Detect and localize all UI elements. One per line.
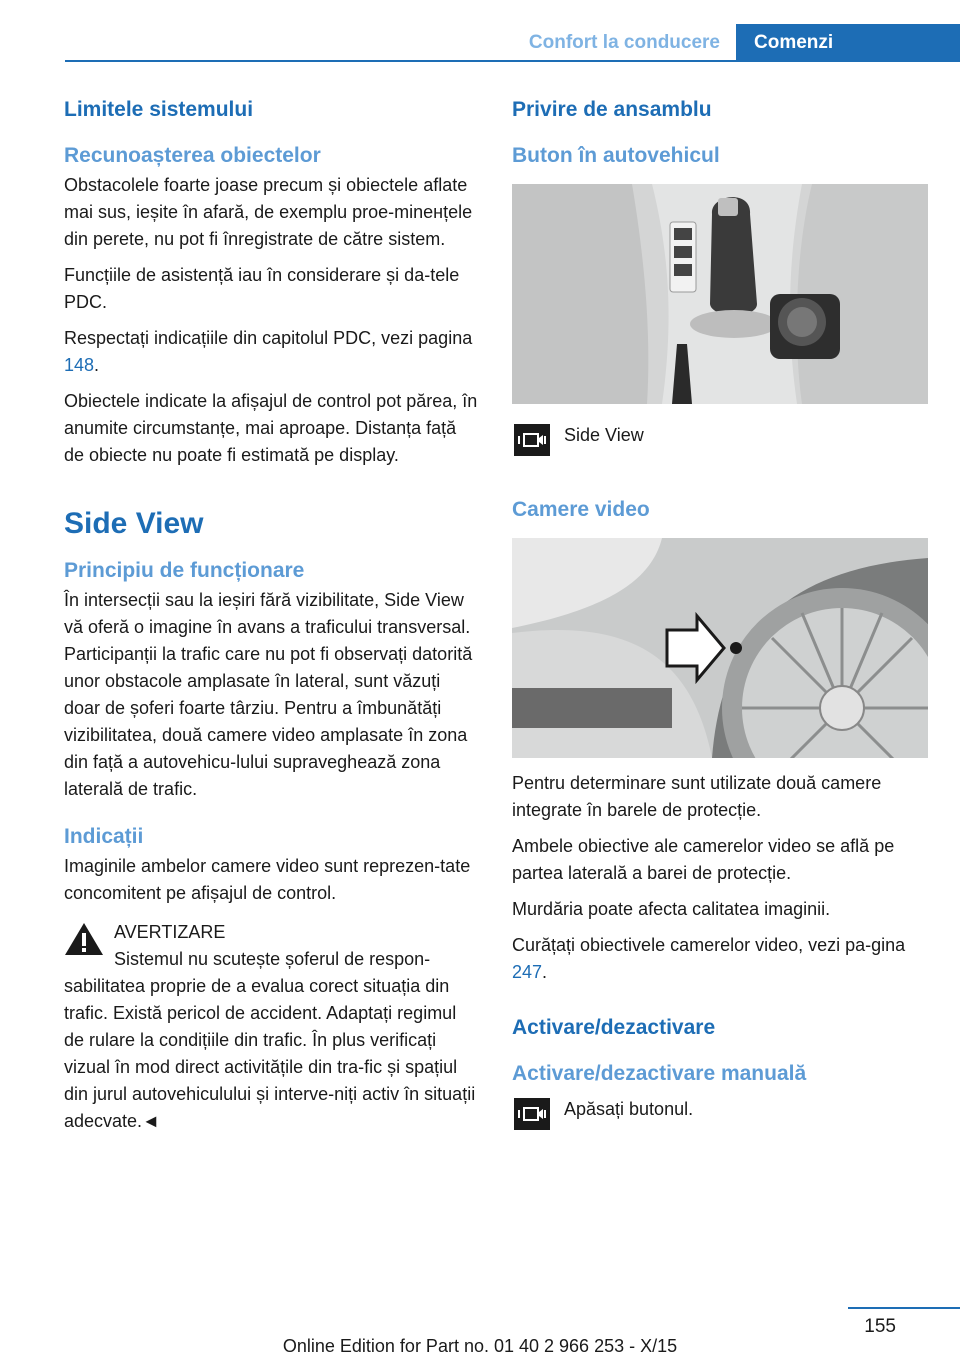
header-rule: [65, 60, 960, 62]
pdc-ref-end: .: [94, 355, 100, 375]
side-view-button-icon[interactable]: [512, 422, 552, 458]
paragraph-pdc-ref: [64, 325, 480, 379]
page-number: 155: [864, 1316, 896, 1337]
title-side-view: Side View: [64, 507, 204, 540]
heading-limits: Limitele sistemului: [64, 98, 254, 121]
heading-cameras: Camere video: [512, 498, 650, 521]
paragraph-clean-ref: [512, 932, 928, 986]
side-view-button-caption: Side View: [564, 425, 644, 445]
paragraph-assist: Funcțiile de asistență iau în considerare și da-tele PDC.: [64, 265, 460, 312]
edition-text: Online Edition for Part no. 01 40 2 966 253 - X/15: [282, 1336, 678, 1356]
paragraph-cameras-3: Murdăria poate afecta calitatea imaginii.: [512, 899, 831, 919]
clean-ref-end: .: [542, 962, 548, 982]
warning-text: sabilitatea proprie de a evalua corect situația din trafic. Există pericol de accident. Adaptați regimul de rulare la condițiile din trafic. În plus verificați vizual în mod direct activitățile din tra-fic și spațiul din jurul autovehiculului și interve-niți activ în situații adecvate.◄: [64, 976, 476, 1131]
left-column: [64, 96, 480, 1135]
press-button-text: Apăsați butonul.: [564, 1099, 694, 1119]
pdc-page-link[interactable]: 148: [64, 355, 95, 375]
heading-manual: Activare/dezactivare manuală: [512, 1062, 807, 1085]
tab-chapter-comenzi[interactable]: Comenzi: [736, 24, 960, 62]
paragraph-cameras-2: Ambele obiective ale camerelor video se află pe partea laterală a barei de protecție.: [512, 836, 895, 883]
heading-principle: Principiu de funcționare: [64, 559, 305, 582]
paragraph-notes: Imaginile ambelor camere video sunt reprezen-tate concomitent pe afișajul de control.: [64, 856, 471, 903]
photo-bumper-camera: [512, 538, 928, 758]
warning-first-line: Sistemul nu scutește șoferul de respon-: [114, 949, 431, 969]
clean-ref-text: Curățați obiectivele camerelor video, vezi pa-gina: [512, 935, 906, 955]
heading-overview: Privire de ansamblu: [512, 98, 712, 121]
side-view-button-icon-2[interactable]: [512, 1096, 552, 1132]
photo-center-console: [512, 184, 928, 404]
warning-box: [64, 919, 480, 1135]
heading-button: Buton în autovehicul: [512, 144, 720, 167]
tab-section-confort[interactable]: Confort la conducere: [528, 32, 720, 53]
paragraph-display: Obiectele indicate la afișajul de control pot părea, în anumite circumstanțe, mai aproape. Distanța față de obiecte nu poate fi estimată pe display.: [64, 391, 478, 465]
paragraph-recognition: Obstacolele foarte joase precum și obiectele aflate mai sus, ieșite în afară, de exemplu proe-mineнțele din perete, nu pot fi înregistrate de către sistem.: [64, 175, 473, 249]
paragraph-principle: În intersecții sau la ieșiri fără vizibilitate, Side View vă oferă o imagine în avans a traficului transversal. Participanții la trafic care nu pot fi observați datorită unor obstacole amplasate în lateral, sunt văzuți doar de șoferi foarte târziu. Pentru a îmbunătăți vizibilitatea, două camere video amplasate în zona din față a autovehicu-lului supraveghează zona laterală de trafic.: [64, 590, 473, 799]
warning-label: AVERTIZARE: [114, 922, 226, 942]
press-button-row: [512, 1096, 928, 1140]
page-header: [0, 0, 960, 62]
right-column: [512, 96, 928, 1140]
warning-triangle-icon: [64, 921, 104, 957]
heading-notes: Indicații: [64, 825, 144, 848]
footer-rule: [848, 1307, 960, 1309]
paragraph-cameras-1: Pentru determinare sunt utilizate două camere integrate în barele de protecție.: [512, 773, 882, 820]
pdc-ref-text: Respectați indicațiile din capitolul PDC, vezi pagina: [64, 328, 473, 348]
side-view-button-row: [512, 422, 928, 466]
heading-activation: Activare/dezactivare: [512, 1016, 716, 1039]
clean-page-link[interactable]: 247: [512, 962, 543, 982]
heading-recognition: Recunoașterea obiectelor: [64, 144, 321, 167]
